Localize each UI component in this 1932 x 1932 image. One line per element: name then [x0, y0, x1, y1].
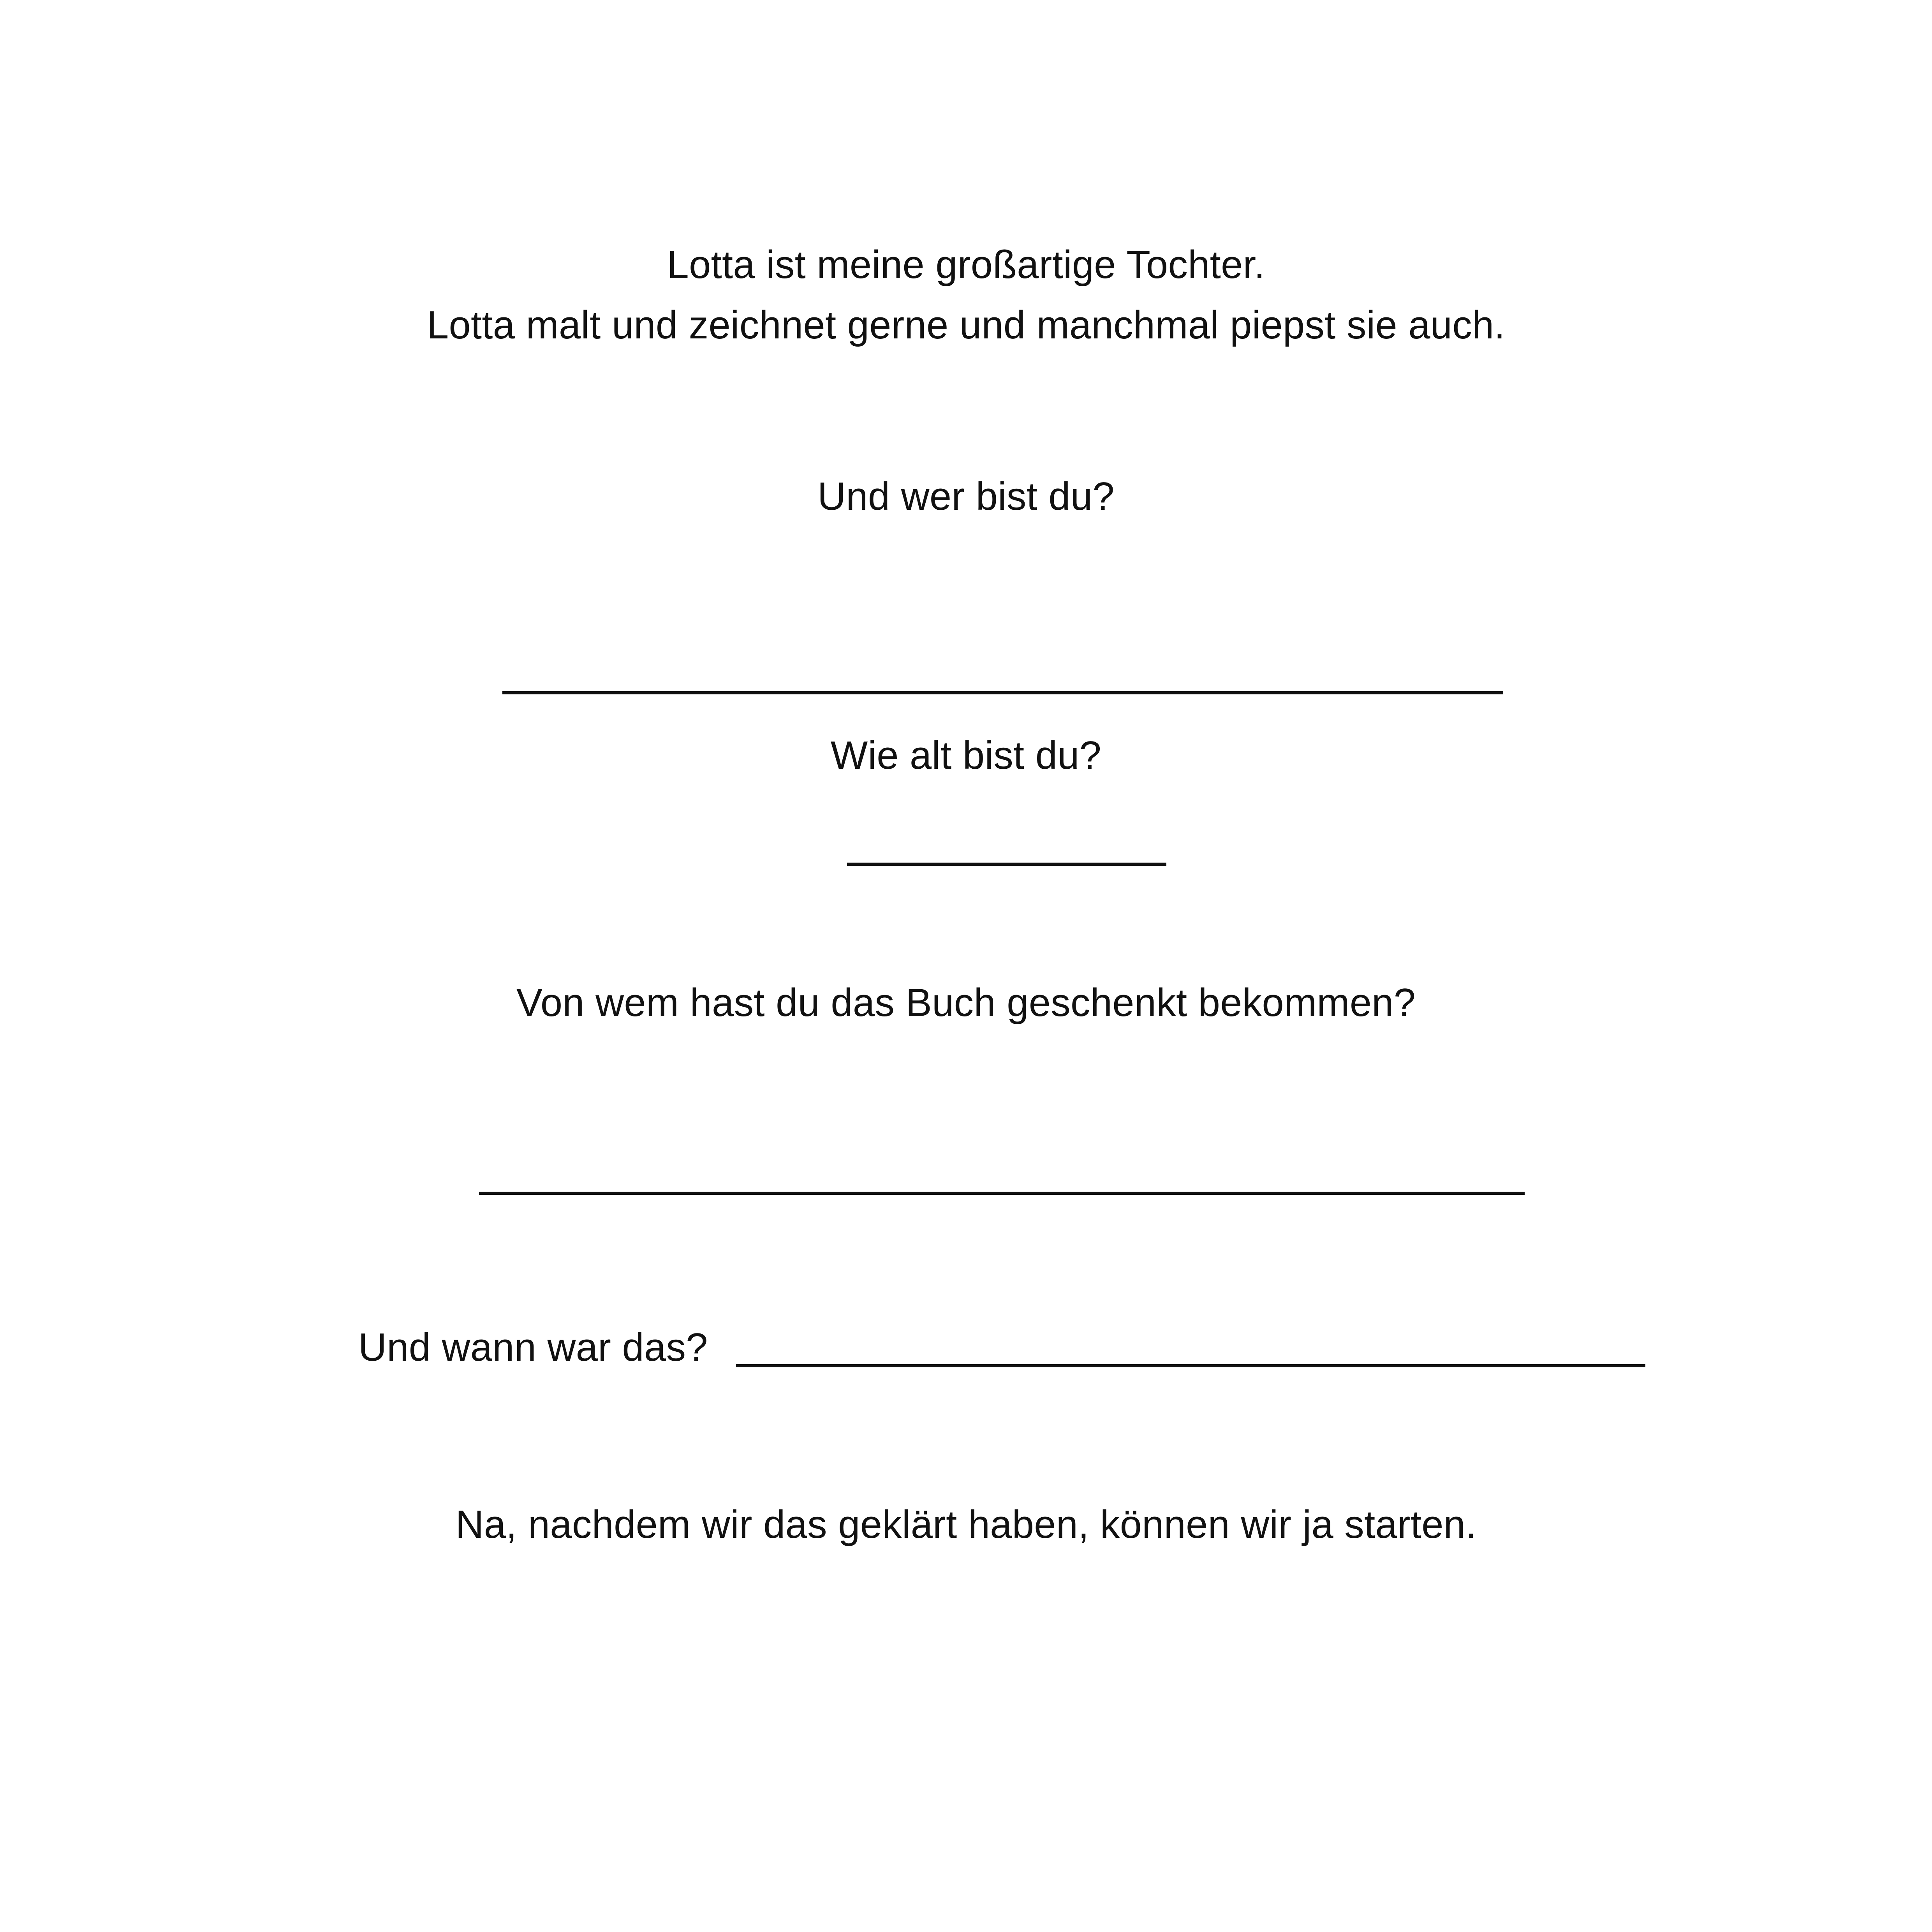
answer-line-who[interactable] [502, 691, 1503, 694]
closing-text: Na, nachdem wir das geklärt haben, können wir ja starten. [455, 1503, 1477, 1546]
question-who: Und wer bist du? [817, 475, 1115, 518]
question-when: Und wann war das? [358, 1326, 708, 1369]
question-gift-from: Von wem hast du das Buch geschenkt bekommen? [516, 981, 1416, 1025]
question-age: Wie alt bist du? [830, 734, 1102, 777]
answer-line-age[interactable] [847, 863, 1166, 866]
intro-line-2: Lotta malt und zeichnet gerne und manchmal piepst sie auch. [427, 303, 1505, 347]
intro-line-1: Lotta ist meine großartige Tochter. [667, 243, 1265, 287]
answer-line-gift-from[interactable] [479, 1192, 1525, 1195]
answer-line-when[interactable] [736, 1364, 1645, 1367]
